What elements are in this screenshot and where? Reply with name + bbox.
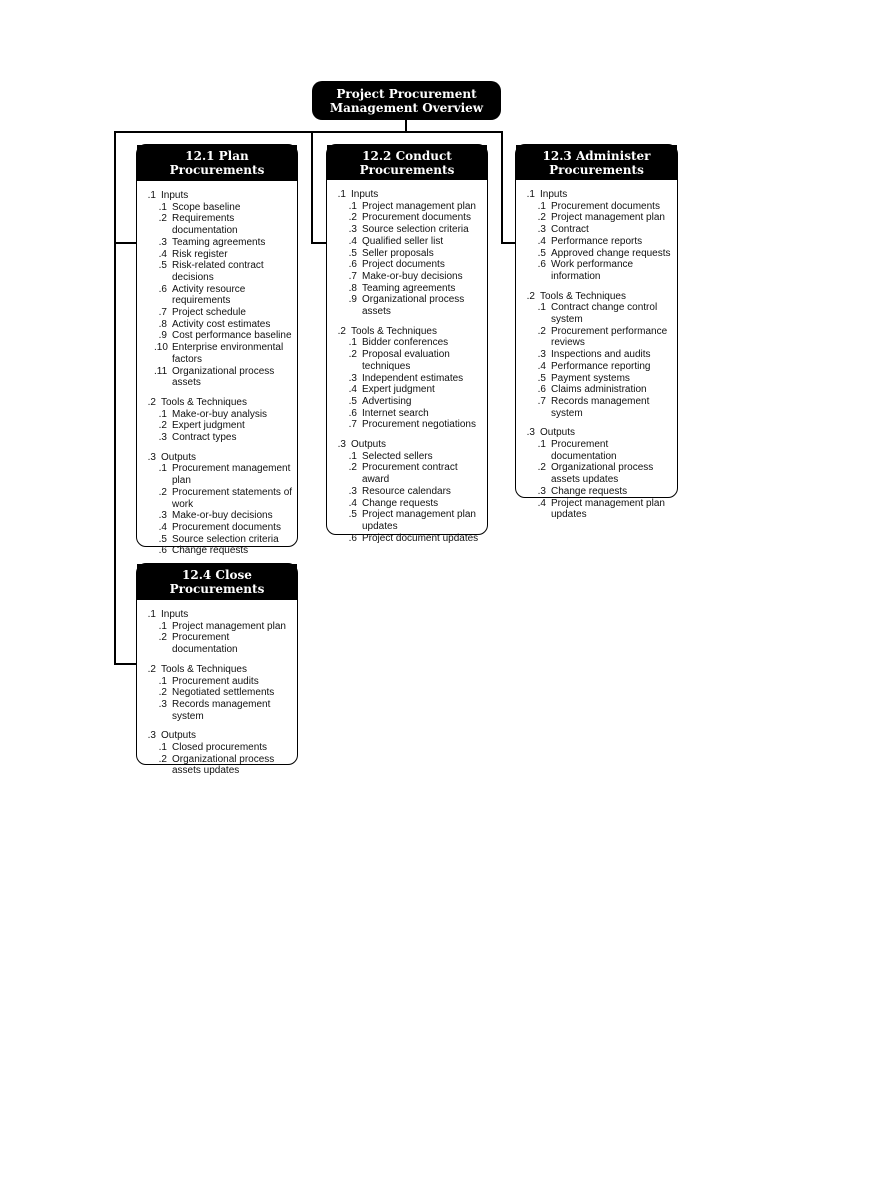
list-item [333, 533, 483, 545]
list-item [333, 283, 483, 295]
item-number: .7 [158, 307, 167, 319]
section-tools-techniques [143, 664, 293, 723]
item-number: .3 [348, 485, 357, 497]
section-label: Inputs [540, 189, 568, 200]
list-item [333, 259, 483, 271]
item-text: Project management plan [551, 212, 665, 224]
item-number: .1 [348, 200, 357, 212]
item-text: Performance reporting [551, 360, 651, 372]
item-number: .3 [537, 224, 546, 236]
section-inputs [333, 189, 483, 318]
item-number: .5 [348, 395, 357, 407]
item-number: .6 [158, 545, 167, 557]
list-item [522, 486, 673, 498]
list-item [522, 396, 673, 419]
list-item [143, 522, 293, 534]
connector-conduct-stem [311, 131, 313, 244]
list-item [143, 202, 293, 214]
list-item [143, 742, 293, 754]
box-title-line: Procurements [549, 162, 644, 177]
section-number: .1 [147, 609, 156, 620]
section-label: Tools & Techniques [161, 396, 247, 408]
item-text: Project management plan updates [362, 509, 476, 532]
item-text: Performance reports [551, 235, 643, 247]
item-text: Activity resource requirements [172, 283, 246, 307]
item-text: Project documents [362, 259, 445, 271]
item-number: .1 [537, 200, 546, 212]
list-item [333, 212, 483, 224]
item-text: Procurement negotiations [362, 419, 476, 431]
item-number: .9 [158, 330, 167, 342]
item-number: .6 [348, 259, 357, 271]
list-item [522, 349, 673, 361]
item-number: .4 [158, 521, 167, 533]
list-item [333, 248, 483, 260]
list-item [333, 349, 483, 372]
item-text: Qualified seller list [362, 235, 444, 247]
connector-left-trunk [114, 131, 116, 665]
item-number: .3 [158, 698, 167, 710]
item-number: .4 [158, 248, 167, 260]
item-text: Seller proposals [362, 247, 434, 259]
section-number: .2 [147, 396, 156, 408]
item-text: Risk-related contract decisions [172, 260, 264, 283]
item-text: Source selection criteria [172, 533, 279, 545]
section-label: Outputs [540, 427, 576, 439]
item-number: .5 [348, 509, 357, 521]
item-number: .4 [537, 497, 546, 509]
section-title [333, 326, 483, 338]
list-item [522, 384, 673, 396]
item-number: .3 [348, 224, 357, 236]
item-text: Procurement documentation [172, 632, 238, 656]
item-text: Expert judgment [362, 384, 435, 396]
section-title [522, 291, 673, 303]
list-item [522, 361, 673, 373]
item-number: .2 [158, 486, 167, 498]
item-text: Resource calendars [362, 485, 451, 497]
list-item [333, 419, 483, 431]
section-label: Inputs [161, 190, 189, 201]
item-text: Activity cost estimates [172, 318, 271, 330]
item-text: Teaming agreements [362, 282, 456, 294]
list-item [333, 486, 483, 498]
section-number: .2 [337, 325, 346, 337]
list-item [333, 373, 483, 385]
item-text: Payment systems [551, 372, 630, 384]
section-outputs [522, 427, 673, 521]
section-number: .1 [526, 189, 535, 200]
item-number: .6 [348, 532, 357, 544]
item-number: .1 [158, 463, 167, 475]
item-text: Enterprise environmental factors [172, 342, 284, 365]
section-title [143, 730, 293, 742]
item-number: .8 [158, 318, 167, 330]
section-inputs [143, 609, 293, 656]
list-item [333, 384, 483, 396]
item-text: Project management plan [362, 200, 476, 212]
item-number: .4 [537, 235, 546, 247]
item-number: .2 [158, 420, 167, 432]
item-text: Procurement statements of work [172, 486, 293, 510]
box-title-line: 12.1 Plan Procurements [169, 149, 265, 177]
root-title-line2: Management Overview [329, 100, 484, 115]
connector-administer-stem [501, 131, 503, 244]
item-text: Internet search [362, 407, 429, 419]
box-title-line: 12.3 Administer [542, 148, 651, 163]
section-outputs [333, 439, 483, 544]
item-number: .11 [154, 365, 168, 377]
section-label: Tools & Techniques [161, 663, 247, 675]
item-number: .7 [537, 395, 546, 407]
item-number: .1 [348, 337, 357, 349]
item-text: Procurement documents [172, 521, 281, 533]
item-number: .8 [348, 282, 357, 294]
list-item [522, 259, 673, 282]
item-text: Cost performance baseline [172, 330, 292, 342]
item-number: .7 [348, 419, 357, 431]
list-item [522, 236, 673, 248]
item-text: Procurement management plan [172, 463, 291, 487]
list-item [522, 462, 673, 485]
section-number: .3 [147, 451, 156, 463]
section-number: .3 [147, 730, 156, 742]
item-text: Contract types [172, 432, 237, 444]
item-text: Records management system [551, 395, 650, 419]
section-tools-techniques [522, 291, 673, 420]
connector-branch-close [114, 663, 137, 665]
list-item [143, 534, 293, 546]
item-number: .4 [537, 360, 546, 372]
list-item [522, 302, 673, 325]
list-item [333, 236, 483, 248]
list-item [333, 201, 483, 213]
item-text: Requirements documentation [172, 213, 238, 237]
item-number: .3 [158, 510, 167, 522]
box-title-line: Procurements [359, 162, 455, 177]
list-item [143, 366, 293, 389]
item-text: Procurement documentation [551, 439, 617, 462]
list-item [143, 249, 293, 261]
list-item [333, 462, 483, 485]
list-item [143, 632, 293, 655]
list-item [143, 687, 293, 699]
section-number: .1 [147, 190, 156, 201]
item-text: Procurement documents [362, 212, 471, 224]
list-item [333, 509, 483, 532]
list-item [143, 330, 293, 342]
item-number: .5 [537, 372, 546, 384]
process-box-close-procurements [136, 563, 298, 777]
item-text: Project document updates [362, 532, 479, 544]
box-body [137, 181, 297, 557]
item-number: .7 [348, 270, 357, 282]
item-text: Organizational process assets updates [551, 462, 654, 486]
connector-top-bar [114, 131, 503, 133]
item-text: Organizational process assets [172, 365, 275, 389]
item-text: Bidder conferences [362, 337, 449, 349]
section-title [143, 452, 293, 464]
section-title [143, 397, 293, 409]
box-header [137, 145, 297, 181]
item-number: .6 [537, 259, 546, 271]
item-text: Scope baseline [172, 201, 241, 213]
item-number: .5 [158, 533, 167, 545]
item-number: .1 [158, 675, 167, 687]
item-text: Work performance information [551, 259, 634, 282]
section-label: Outputs [161, 730, 197, 742]
item-text: Project management plan updates [551, 497, 665, 521]
box-header [137, 564, 297, 600]
item-number: .2 [158, 753, 167, 765]
item-number: .2 [348, 212, 357, 224]
item-text: Expert judgment [172, 420, 245, 432]
item-number: .1 [348, 450, 357, 462]
item-text: Risk register [172, 248, 228, 260]
box-header [516, 145, 677, 180]
list-item [143, 463, 293, 486]
list-item [333, 408, 483, 420]
box-title-line: 12.2 Conduct [362, 148, 452, 163]
section-label: Tools & Techniques [540, 290, 626, 302]
list-item [333, 224, 483, 236]
section-number: .3 [337, 439, 346, 451]
item-number: .2 [158, 213, 167, 225]
item-number: .2 [537, 325, 546, 337]
list-item [143, 213, 293, 236]
list-item [143, 284, 293, 307]
section-inputs [143, 190, 293, 389]
item-text: Procurement performance reviews [551, 325, 668, 349]
section-outputs [143, 730, 293, 777]
item-number: .3 [348, 372, 357, 384]
section-tools-techniques [333, 326, 483, 431]
item-number: .5 [537, 247, 546, 259]
list-item [333, 337, 483, 349]
list-item [522, 248, 673, 260]
list-item [333, 294, 483, 317]
list-item [333, 451, 483, 463]
item-number: .3 [537, 485, 546, 497]
section-title [143, 190, 293, 202]
item-number: .3 [537, 349, 546, 361]
list-item [143, 319, 293, 331]
item-number: .2 [158, 632, 167, 644]
section-number: .2 [147, 663, 156, 675]
item-number: .1 [537, 302, 546, 314]
list-item [143, 676, 293, 688]
list-item [143, 699, 293, 722]
item-text: Source selection criteria [362, 224, 469, 236]
box-body [327, 180, 487, 544]
list-item [143, 307, 293, 319]
list-item [333, 271, 483, 283]
item-text: Change requests [362, 497, 439, 509]
section-inputs [522, 189, 673, 283]
box-header [327, 145, 487, 180]
item-text: Contract [551, 224, 589, 236]
item-text: Teaming agreements [172, 236, 266, 248]
item-text: Project management plan [172, 620, 286, 632]
item-number: .1 [537, 439, 546, 451]
section-title [522, 189, 673, 201]
item-text: Make-or-buy analysis [172, 408, 268, 420]
section-number: .1 [337, 189, 346, 200]
list-item [143, 432, 293, 444]
list-item [522, 326, 673, 349]
item-text: Procurement audits [172, 675, 259, 687]
list-item [522, 224, 673, 236]
list-item [522, 498, 673, 521]
list-item [143, 621, 293, 633]
process-box-plan-procurements [136, 144, 298, 557]
item-text: Proposal evaluation techniques [362, 349, 450, 372]
item-number: .2 [537, 462, 546, 474]
item-text: Claims administration [551, 384, 647, 396]
item-text: Procurement documents [551, 200, 660, 212]
item-number: .4 [348, 384, 357, 396]
item-number: .6 [348, 407, 357, 419]
list-item [143, 409, 293, 421]
item-number: .2 [348, 462, 357, 474]
box-title-line: 12.4 Close Procurements [169, 568, 265, 596]
item-text: Selected sellers [362, 450, 433, 462]
item-text: Closed procurements [172, 742, 268, 754]
item-text: Make-or-buy decisions [362, 270, 463, 282]
item-number: .2 [158, 687, 167, 699]
list-item [143, 487, 293, 510]
list-item [143, 545, 293, 557]
section-title [143, 609, 293, 621]
section-label: Outputs [161, 451, 197, 463]
section-title [333, 439, 483, 451]
section-title [333, 189, 483, 201]
item-number: .2 [537, 212, 546, 224]
list-item [333, 498, 483, 510]
item-number: .1 [158, 408, 167, 420]
section-number: .3 [526, 427, 535, 439]
item-text: Approved change requests [551, 247, 671, 259]
item-text: Inspections and audits [551, 349, 651, 361]
item-text: Independent estimates [362, 372, 464, 384]
list-item [143, 260, 293, 283]
item-text: Organizational process assets [362, 294, 465, 318]
item-number: .10 [154, 342, 168, 354]
list-item [143, 342, 293, 365]
box-body [516, 180, 677, 521]
item-number: .6 [158, 283, 167, 295]
list-item [522, 439, 673, 462]
root-title-line1: Project Procurement [336, 86, 477, 101]
item-number: .1 [158, 201, 167, 213]
process-box-administer-procurements [515, 144, 678, 521]
item-number: .2 [348, 349, 357, 361]
section-title [522, 427, 673, 439]
box-body [137, 600, 297, 777]
section-number: .2 [526, 290, 535, 302]
list-item [333, 396, 483, 408]
list-item [522, 212, 673, 224]
item-text: Organizational process assets updates [172, 753, 275, 777]
connector-branch-plan [114, 242, 137, 244]
section-title [143, 664, 293, 676]
item-number: .4 [348, 497, 357, 509]
list-item [143, 754, 293, 777]
item-number: .6 [537, 384, 546, 396]
item-number: .1 [158, 742, 167, 754]
item-text: Change requests [551, 485, 628, 497]
item-text: Contract change control system [551, 302, 658, 326]
item-number: .1 [158, 620, 167, 632]
section-tools-techniques [143, 397, 293, 444]
item-number: .3 [158, 432, 167, 444]
section-label: Outputs [351, 439, 387, 451]
item-number: .4 [348, 235, 357, 247]
list-item [143, 237, 293, 249]
item-number: .5 [158, 260, 167, 272]
item-number: .9 [348, 294, 357, 306]
section-label: Inputs [161, 609, 189, 620]
item-number: .3 [158, 236, 167, 248]
process-box-conduct-procurements [326, 144, 488, 544]
item-text: Project schedule [172, 307, 246, 319]
item-number: .5 [348, 247, 357, 259]
section-label: Tools & Techniques [351, 325, 437, 337]
list-item [143, 510, 293, 522]
list-item [522, 201, 673, 213]
item-text: Procurement contract award [362, 462, 458, 486]
item-text: Make-or-buy decisions [172, 510, 273, 522]
item-text: Change requests [172, 545, 249, 557]
item-text: Advertising [362, 395, 412, 407]
list-item [143, 420, 293, 432]
list-item [522, 373, 673, 385]
section-label: Inputs [351, 189, 379, 200]
item-text: Negotiated settlements [172, 687, 275, 699]
section-outputs [143, 452, 293, 557]
root-node [312, 81, 501, 120]
item-text: Records management system [172, 698, 271, 722]
